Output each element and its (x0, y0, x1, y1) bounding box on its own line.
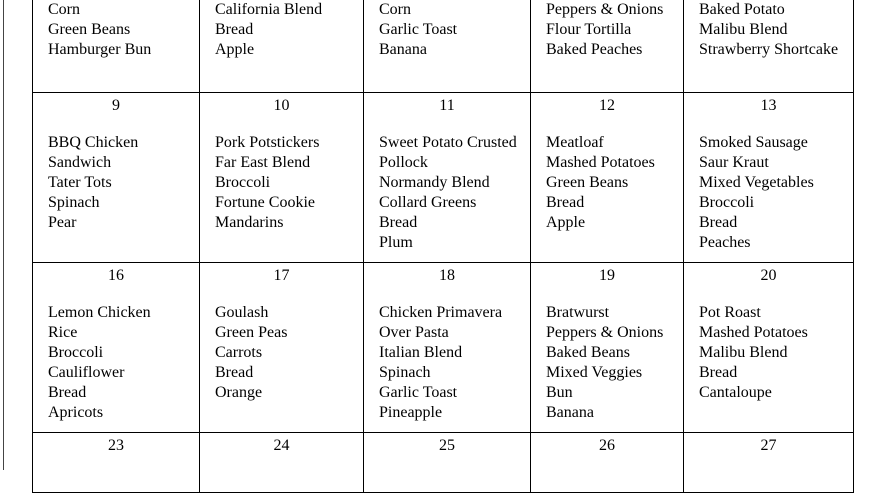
lunch-menu-calendar (32, 0, 854, 493)
day-cell (684, 0, 854, 93)
menu-item: Flour Tortilla (546, 21, 632, 38)
menu-item: Lemon Chicken (48, 304, 151, 321)
day-number: 25 (439, 437, 455, 454)
menu-item: Mandarins (215, 214, 284, 231)
menu-item: Strawberry Shortcake (699, 41, 839, 58)
day-number: 9 (112, 97, 120, 114)
week-row-2 (33, 93, 854, 263)
day-number: 23 (108, 437, 124, 454)
menu-items (33, 303, 199, 423)
menu-items (684, 303, 853, 403)
menu-item: Goulash (215, 304, 269, 321)
day-number: 18 (439, 267, 455, 284)
menu-item: Smoked Sausage (699, 134, 808, 151)
menu-item: Italian Blend (379, 344, 463, 361)
menu-item: Baked Potato (699, 1, 785, 18)
menu-item: Malibu Blend (699, 21, 788, 38)
day-number: 10 (273, 97, 290, 114)
day-cell (684, 93, 854, 263)
day-number: 20 (760, 267, 777, 284)
menu-item: Normandy Blend (379, 174, 490, 191)
menu-item: Tater Tots (48, 174, 112, 191)
menu-item: Bread (215, 21, 254, 38)
menu-item: Bread (699, 214, 738, 231)
day-number: 27 (760, 437, 777, 454)
day-cell (364, 0, 531, 93)
menu-item: Green Peas (215, 324, 288, 341)
menu-item: Sweet Potato Crusted (379, 134, 517, 151)
menu-item: California Blend (215, 1, 323, 18)
week-row-1 (33, 0, 854, 93)
menu-item: Garlic Toast (379, 21, 458, 38)
day-cell (33, 0, 200, 93)
menu-items (200, 133, 363, 233)
menu-item: Bread (48, 384, 87, 401)
menu-item: Pollock (379, 154, 428, 171)
menu-item: Bread (699, 364, 738, 381)
menu-item: Green Beans (48, 21, 131, 38)
day-number: 26 (599, 437, 615, 454)
day-number: 13 (760, 97, 777, 114)
menu-item: Chicken Primavera (379, 304, 503, 321)
menu-items (684, 133, 853, 253)
menu-item: Peppers & Onions (546, 324, 664, 341)
menu-item: Bun (546, 384, 573, 401)
day-number: 11 (439, 97, 455, 114)
menu-item: Spinach (48, 194, 100, 211)
menu-item: Over Pasta (379, 324, 449, 341)
menu-item: Pineapple (379, 404, 443, 421)
menu-item: Hamburger Bun (48, 41, 152, 58)
menu-items (531, 303, 683, 423)
day-cell (684, 263, 854, 433)
menu-item: Cauliflower (48, 364, 125, 381)
menu-item: Banana (379, 41, 427, 58)
menu-items (531, 0, 683, 60)
menu-item: Corn (48, 1, 80, 18)
page-left-border (3, 0, 4, 470)
day-cell (364, 93, 531, 263)
menu-item: Broccoli (215, 174, 271, 191)
day-cell (531, 93, 684, 263)
day-cell (531, 263, 684, 433)
menu-items (684, 0, 853, 60)
day-cell (33, 263, 200, 433)
menu-item: Bread (215, 364, 254, 381)
menu-item: Mashed Potatoes (699, 324, 808, 341)
menu-items (200, 303, 363, 403)
day-cell (531, 0, 684, 93)
menu-item: Sandwich (48, 154, 112, 171)
menu-items (33, 0, 199, 60)
menu-item: Peaches (699, 234, 751, 251)
menu-item: Corn (379, 1, 411, 18)
week-row-3 (33, 263, 854, 433)
menu-item: Baked Beans (546, 344, 630, 361)
menu-item: Pear (48, 214, 77, 231)
menu-item: Bratwurst (546, 304, 610, 321)
menu-item: Broccoli (699, 194, 755, 211)
menu-item: BBQ Chicken (48, 134, 139, 151)
menu-item: Mashed Potatoes (546, 154, 655, 171)
menu-item: Cantaloupe (699, 384, 772, 401)
menu-item: Mixed Vegetables (699, 174, 814, 191)
day-cell (33, 433, 200, 493)
menu-item: Garlic Toast (379, 384, 458, 401)
menu-item: Fortune Cookie (215, 194, 315, 211)
day-cell (200, 93, 364, 263)
day-cell (684, 433, 854, 493)
day-cell (200, 263, 364, 433)
day-number: 12 (599, 97, 615, 114)
menu-item: Orange (215, 384, 263, 401)
menu-item: Far East Blend (215, 154, 311, 171)
menu-item: Green Beans (546, 174, 629, 191)
menu-item: Apricots (48, 404, 104, 421)
menu-item: Pot Roast (699, 304, 761, 321)
menu-items (200, 0, 363, 60)
menu-item: Rice (48, 324, 78, 341)
menu-items (531, 133, 683, 233)
menu-item: Collard Greens (379, 194, 477, 211)
menu-item: Carrots (215, 344, 263, 361)
menu-item: Broccoli (48, 344, 104, 361)
day-number: 16 (108, 267, 124, 284)
menu-items (364, 303, 530, 423)
menu-item: Saur Kraut (699, 154, 769, 171)
menu-item: Bread (379, 214, 418, 231)
menu-items (364, 133, 530, 253)
day-cell (531, 433, 684, 493)
day-cell (200, 433, 364, 493)
menu-items (364, 0, 530, 60)
menu-items (33, 133, 199, 233)
day-cell (200, 0, 364, 93)
menu-item: Pork Potstickers (215, 134, 320, 151)
day-number: 17 (273, 267, 290, 284)
day-cell (364, 263, 531, 433)
menu-item: Plum (379, 234, 413, 251)
menu-item: Malibu Blend (699, 344, 788, 361)
menu-item: Spinach (379, 364, 431, 381)
menu-item: Apple (215, 41, 255, 58)
day-number: 19 (599, 267, 615, 284)
menu-item: Meatloaf (546, 134, 604, 151)
menu-item: Baked Peaches (546, 41, 643, 58)
menu-item: Apple (546, 214, 586, 231)
menu-item: Banana (546, 404, 594, 421)
menu-item: Mixed Veggies (546, 364, 643, 381)
day-number: 24 (273, 437, 290, 454)
calendar-body (33, 0, 854, 493)
day-cell (33, 93, 200, 263)
week-row-4 (33, 433, 854, 493)
menu-item: Bread (546, 194, 585, 211)
day-cell (364, 433, 531, 493)
menu-item: Peppers & Onions (546, 1, 664, 18)
